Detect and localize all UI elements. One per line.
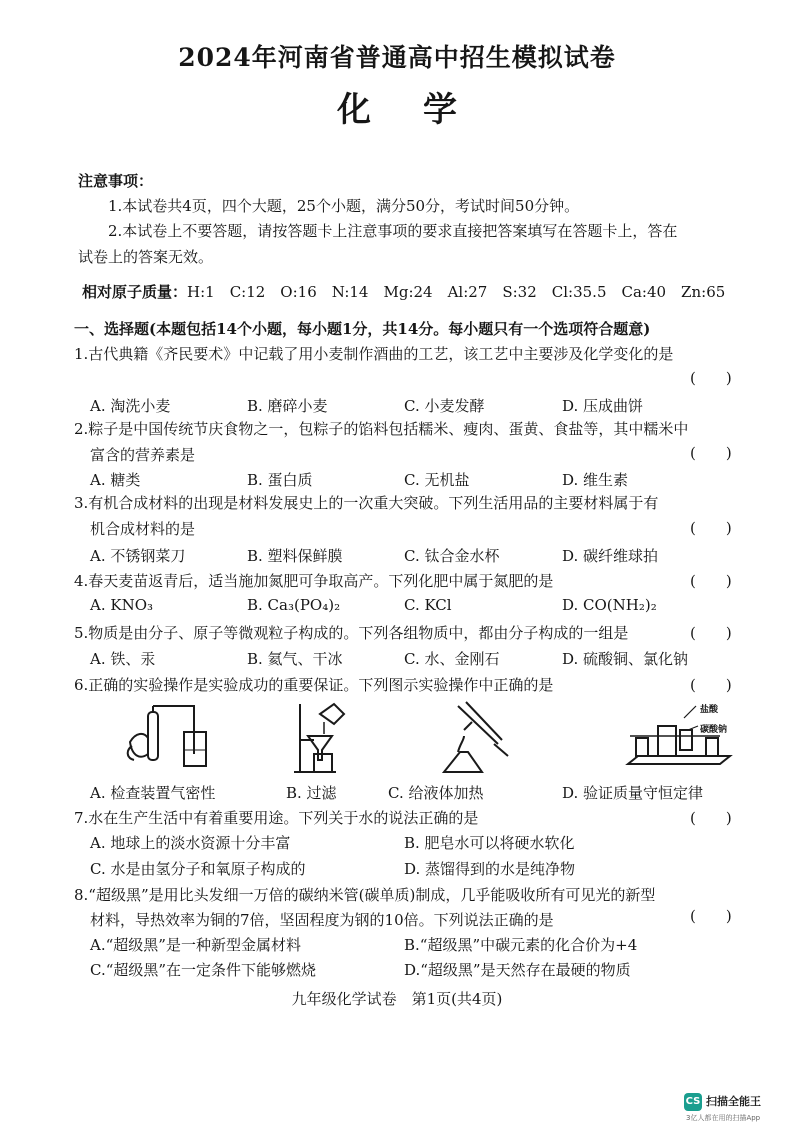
q3-option-b: B. 塑料保鲜膜 bbox=[247, 547, 343, 565]
q7-option-b: B. 肥皂水可以将硬水软化 bbox=[404, 834, 575, 852]
q3-stem-line1: 3.有机合成材料的出现是材料发展史上的一次重大突破。下列生活用品的主要材料属于有 bbox=[74, 494, 659, 512]
atomic-masses-values: H:1 C:12 O:16 N:14 Mg:24 Al:27 S:32 Cl:35.5 Ca:40 Zn:65 bbox=[187, 283, 726, 301]
q7-option-d: D. 蒸馏得到的水是纯净物 bbox=[404, 860, 576, 878]
q2-stem-line1: 2.粽子是中国传统节庆食物之一，包粽子的馅料包括糯米、瘦肉、蛋黄、食盐等，其中糯米中 bbox=[74, 420, 689, 438]
q4-stem: 4.春天麦苗返青后，适当施加氮肥可争取高产。下列化肥中属于氮肥的是 bbox=[74, 572, 554, 590]
q8-answer-paren: ( ) bbox=[690, 907, 732, 925]
q8-stem-line2: 材料，导热效率为铜的7倍，坚固程度为钢的10倍。下列说法正确的是 bbox=[90, 911, 554, 929]
q7-option-a: A. 地球上的淡水资源十分丰富 bbox=[90, 834, 291, 852]
figure-airtightness-check bbox=[120, 702, 220, 772]
q5-stem: 5.物质是由分子、原子等微观粒子构成的。下列各组物质中，都由分子构成的一组是 bbox=[74, 624, 629, 642]
q6-option-b: B. 过滤 bbox=[286, 784, 337, 802]
q6-answer-paren: ( ) bbox=[690, 676, 732, 694]
q7-stem: 7.水在生产生活中有着重要用途。下列关于水的说法正确的是 bbox=[74, 809, 479, 827]
q2-stem-line2: 富含的营养素是 bbox=[90, 446, 196, 464]
q8-option-d: D.“超级黑”是天然存在最硬的物质 bbox=[404, 961, 631, 979]
q3-option-c: C. 钛合金水杯 bbox=[404, 547, 500, 565]
q4-option-a: A. KNO₃ bbox=[90, 596, 154, 614]
q8-option-b: B.“超级黑”中碳元素的化合价为+4 bbox=[404, 936, 638, 954]
q8-option-c: C.“超级黑”在一定条件下能够燃烧 bbox=[90, 961, 317, 979]
subject-title: 化学 bbox=[337, 90, 509, 130]
q1-stem: 1.古代典籍《齐民要术》中记载了用小麦制作酒曲的工艺，该工艺中主要涉及化学变化的是 bbox=[74, 345, 674, 363]
q3-option-d: D. 碳纤维球拍 bbox=[562, 547, 659, 565]
q6-option-d: D. 验证质量守恒定律 bbox=[562, 784, 704, 802]
notice-item-2: 2.本试卷上不要答题，请按答题卡上注意事项的要求直接把答案填写在答题卡上，答在 bbox=[108, 222, 678, 240]
q4-answer-paren: ( ) bbox=[690, 572, 732, 590]
q1-option-a: A. 淘洗小麦 bbox=[90, 397, 171, 415]
q3-option-a: A. 不锈钢菜刀 bbox=[90, 547, 186, 565]
q4-option-b: B. Ca₃(PO₄)₂ bbox=[247, 596, 341, 614]
figure-label-hydrochloric-acid: 盐酸 bbox=[700, 705, 719, 715]
q5-option-c: C. 水、金刚石 bbox=[404, 650, 500, 668]
figure-heating-liquid bbox=[428, 700, 528, 776]
q2-option-a: A. 糖类 bbox=[90, 471, 141, 489]
q5-option-a: A. 铁、汞 bbox=[90, 650, 156, 668]
q4-option-c: C. KCl bbox=[404, 596, 452, 614]
q1-option-b: B. 磨碎小麦 bbox=[247, 397, 328, 415]
atomic-masses bbox=[82, 281, 725, 302]
q4-option-d: D. CO(NH₂)₂ bbox=[562, 596, 657, 614]
q6-option-a: A. 检查装置气密性 bbox=[90, 784, 216, 802]
q7-answer-paren: ( ) bbox=[690, 809, 732, 827]
q1-answer-paren: ( ) bbox=[690, 369, 732, 387]
q6-option-c: C. 给液体加热 bbox=[388, 784, 484, 802]
q7-option-c: C. 水是由氢分子和氧原子构成的 bbox=[90, 860, 306, 878]
q5-option-d: D. 硫酸铜、氯化钠 bbox=[562, 650, 689, 668]
figure-filtration bbox=[290, 700, 370, 776]
q1-option-c: C. 小麦发酵 bbox=[404, 397, 485, 415]
section-heading: 一、选择题(本题包括14个小题，每小题1分，共14分。每小题只有一个选项符合题意) bbox=[74, 320, 651, 338]
notice-item-1: 1.本试卷共4页，四个大题，25个小题，满分50分，考试时间50分钟。 bbox=[108, 197, 580, 215]
notice-item-2-cont: 试卷上的答案无效。 bbox=[78, 248, 214, 266]
camscanner-tagline: 3亿人都在用的扫描App bbox=[686, 1114, 761, 1122]
atomic-masses-label: 相对原子质量： bbox=[82, 283, 188, 301]
q8-option-a: A.“超级黑”是一种新型金属材料 bbox=[90, 936, 301, 954]
camscanner-logo-icon: CS bbox=[684, 1093, 702, 1111]
q8-stem-line1: 8.“超级黑”是用比头发细一万倍的碳纳米管(碳单质)制成，几乎能吸收所有可见光的新型 bbox=[74, 886, 656, 904]
q3-stem-line2: 机合成材料的是 bbox=[90, 520, 196, 538]
q5-option-b: B. 氦气、干冰 bbox=[247, 650, 343, 668]
q2-answer-paren: ( ) bbox=[690, 444, 732, 462]
figure-label-sodium-carbonate: 碳酸钠 bbox=[700, 725, 728, 735]
notice-heading: 注意事项： bbox=[78, 172, 154, 190]
q5-answer-paren: ( ) bbox=[690, 624, 732, 642]
page-footer: 九年级化学试卷 第1页(共4页) bbox=[291, 990, 503, 1008]
camscanner-name: 扫描全能王 bbox=[706, 1095, 761, 1108]
q2-option-d: D. 维生素 bbox=[562, 471, 629, 489]
q6-stem: 6.正确的实验操作是实验成功的重要保证。下列图示实验操作中正确的是 bbox=[74, 676, 554, 694]
q2-option-c: C. 无机盐 bbox=[404, 471, 470, 489]
q2-option-b: B. 蛋白质 bbox=[247, 471, 313, 489]
exam-title: 2024年河南省普通高中招生模拟试卷 bbox=[178, 43, 616, 72]
figure-mass-conservation bbox=[620, 700, 750, 776]
q3-answer-paren: ( ) bbox=[690, 519, 732, 537]
q1-option-d: D. 压成曲饼 bbox=[562, 397, 644, 415]
